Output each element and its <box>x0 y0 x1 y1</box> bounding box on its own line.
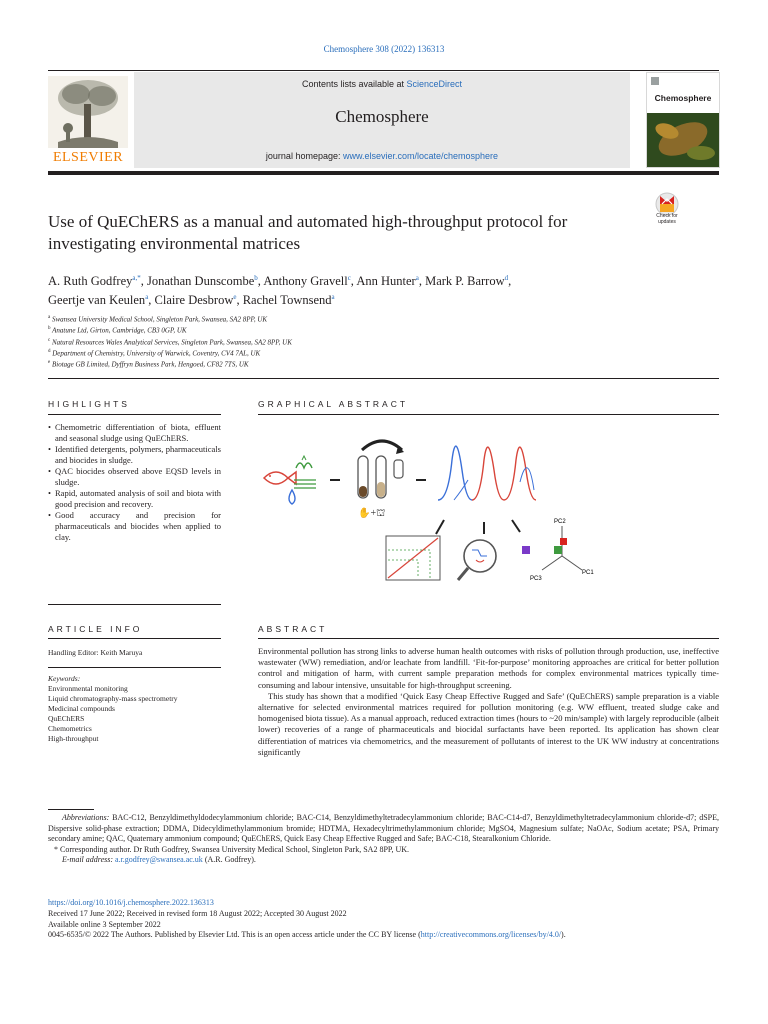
affiliation <box>48 347 718 358</box>
author-affiliation-mark[interactable]: e <box>233 293 237 302</box>
journal-homepage-line <box>134 151 630 161</box>
extraction-tubes-icon <box>358 441 404 519</box>
elsevier-wordmark: ELSEVIER <box>52 150 124 165</box>
article-info-body <box>48 648 221 744</box>
affiliation-text: Swansea University Medical School, Singleton Park, Swansea, SA2 8PP, UK <box>51 315 268 324</box>
affiliation-text: Biotage GB Limited, Dyffryn Business Park, Hengoed, CF82 7TS, UK <box>51 360 249 369</box>
footnotes <box>48 813 719 866</box>
available-online: Available online 3 September 2022 <box>48 919 161 929</box>
received-dates: Received 17 June 2022; Received in revised form 18 August 2022; Accepted 30 August 2022 <box>48 908 347 918</box>
contents-prefix: Contents lists available at <box>301 79 407 89</box>
email-suffix: (A.R. Godfrey). <box>204 855 256 865</box>
affiliation <box>48 358 718 369</box>
highlight-item: • Rapid, automated analysis of soil and biota with good precision and recovery. <box>48 488 221 510</box>
article-title: Use of QuEChERS as a manual and automated high-throughput protocol for investigating environmental matrices <box>48 212 568 253</box>
doi-link[interactable]: https://doi.org/10.1016/j.chemosphere.2022.136313 <box>48 898 214 907</box>
handling-editor: Handling Editor: Keith Maruya <box>48 648 143 657</box>
highlights-bottom-rule <box>48 604 221 605</box>
sciencedirect-link[interactable]: ScienceDirect <box>406 79 463 89</box>
chromatogram-icon <box>438 446 536 500</box>
highlights-rule <box>48 414 221 415</box>
affiliation-text: Anatune Ltd, Girton, Cambridge, CB3 0GP, UK <box>52 326 187 335</box>
arrow-icon <box>436 520 444 534</box>
highlights-list <box>48 422 221 543</box>
author-name[interactable]: Geertje van Keulen <box>48 293 146 308</box>
affiliation <box>48 336 718 347</box>
journal-name: Chemosphere <box>335 107 429 126</box>
author-affiliation-mark[interactable]: b <box>254 274 258 282</box>
author-name[interactable]: Jonathan Dunscombe <box>146 274 255 289</box>
affiliation-list <box>48 313 718 370</box>
affiliation <box>48 324 718 335</box>
header-bottom-rule <box>48 171 719 175</box>
affiliation-mark: b <box>48 326 51 332</box>
homepage-link[interactable]: www.elsevier.com/locate/chemosphere <box>342 151 499 161</box>
license-prefix: 0045-6535/© 2022 The Authors. Published by Elsevier Ltd. This is an open access article under the CC BY license ( <box>48 930 421 940</box>
abbreviations-text: BAC-C12, Benzyldimethyldodecylammonium chloride; BAC-C14, Benzyldimethyltetradecylammonium chloride; BAC-C14-d7, Benzyldimethyltetradecylammonium chloride-d7; dSPE, Dispersive solid-phase extraction; DDMA, Didecyldimethylammonium bromide; HDTMA, Hexadecyltrimethylammonium chloride; MgSO4, Magnesium sulfate; NaOAc, Sodium acetate; PSA, Primary secondary amine; QAC, Quaternary ammonium compound; QuEChERS, Quick Easy Cheap Effective Rugged and Safe; BAC-C18, Stearalkonium Chloride. <box>48 813 719 844</box>
graphical-abstract-figure <box>258 420 718 588</box>
keyword: QuEChERS <box>48 714 85 723</box>
corresponding-footnote <box>48 845 719 856</box>
license-link[interactable]: http://creativecommons.org/licenses/by/4.0/ <box>420 930 562 940</box>
journal-cover-thumbnail <box>646 72 720 168</box>
calibration-plot-icon <box>386 536 440 580</box>
author-affiliation-mark[interactable]: c <box>347 274 351 282</box>
abbreviations-label: Abbreviations: <box>62 813 110 822</box>
fish-icon <box>264 472 296 484</box>
abbreviations-footnote <box>48 813 719 845</box>
highlight-item: • Identified detergents, polymers, pharmaceuticals and biocides in sludge. <box>48 444 221 466</box>
affiliation-text: Department of Chemistry, University of Warwick, Coventry, CV4 7AL, UK <box>52 349 261 358</box>
abstract-heading: ABSTRACT <box>258 624 328 634</box>
graphical-abstract-rule <box>258 414 719 415</box>
graphical-abstract-heading: GRAPHICAL ABSTRACT <box>258 399 409 409</box>
footnote-rule <box>48 809 94 810</box>
highlight-item: • Chemometric differentiation of biota, effluent and seasonal sludge using QuEChERS. <box>48 422 221 444</box>
email-link[interactable]: a.r.godfrey@swansea.ac.uk <box>115 855 203 865</box>
keyword: Chemometrics <box>48 724 92 733</box>
email-label: E-mail address: <box>62 855 114 865</box>
author-name[interactable]: Rachel Townsend <box>242 293 332 308</box>
abstract-paragraph: Environmental pollution has strong links to adverse human health outcomes with risks of pollution through production, use, ineffective wastewater (WW) remediation, and/or leachate from landfill. ‘Fit-for-purpose’ monitoring approaches are critical for better pollution control and mitigation of harm, with current sample preparation methods for complex environmental matrices typically time-consuming and labour intensive, unsuitable for high-throughput screening. <box>258 646 719 690</box>
cover-journal-title: Chemosphere <box>654 93 712 103</box>
article-info-rule <box>48 638 221 639</box>
affiliation-mark: a <box>48 315 51 320</box>
author-name[interactable]: Ann Hunter <box>356 274 416 289</box>
pc1-label: PC1 <box>582 570 594 576</box>
corresponding-mark: * <box>54 844 58 854</box>
keywords-list <box>48 684 221 744</box>
affiliation-mark: c <box>48 337 51 343</box>
affiliation-mark: e <box>48 360 51 366</box>
abstract-body <box>258 646 719 758</box>
front-matter-rule <box>48 378 719 379</box>
arrow-icon <box>512 520 520 532</box>
magnifier-icon <box>458 540 496 580</box>
journal-citation[interactable]: Chemosphere 308 (2022) 136313 <box>323 44 445 54</box>
check-for-updates-label <box>644 213 690 225</box>
author-name[interactable]: Mark P. Barrow <box>425 274 505 289</box>
article-info-heading: ARTICLE INFO <box>48 624 143 634</box>
author-affiliation-mark[interactable]: a <box>415 274 419 282</box>
author-affiliation-mark[interactable]: a <box>331 293 335 302</box>
contents-line <box>134 79 630 89</box>
affiliation <box>48 313 718 324</box>
affiliation-text: Natural Resources Wales Analytical Services, Singleton Park, Swansea, SA2 8PP, UK <box>51 337 292 346</box>
crossmark-line-2: updates <box>658 219 676 225</box>
author-name[interactable]: A. Ruth Godfrey <box>48 274 133 289</box>
affiliation-mark: d <box>48 348 51 354</box>
highlights-heading: HIGHLIGHTS <box>48 399 130 409</box>
keyword: Medicinal compounds <box>48 704 115 713</box>
author-affiliation-mark[interactable]: d <box>504 274 509 282</box>
author-affiliation-mark[interactable]: a <box>145 293 149 302</box>
author-affiliation-mark[interactable]: a,* <box>132 274 141 282</box>
crossmark-line-1: Check for <box>656 213 678 219</box>
author-name[interactable]: Anthony Gravell <box>263 274 348 289</box>
sludge-plant-icon <box>294 456 316 488</box>
pca-plot-icon <box>522 519 594 582</box>
license-suffix: ). <box>561 930 566 940</box>
pc2-label: PC2 <box>554 519 566 525</box>
highlight-item: • QAC biocides observed above EQSD levels in sludge. <box>48 466 221 488</box>
pc3-label: PC3 <box>530 576 542 582</box>
keyword: Environmental monitoring <box>48 684 128 693</box>
email-footnote <box>48 855 719 866</box>
keywords-label: Keywords: <box>48 674 81 683</box>
abstract-rule <box>258 638 719 639</box>
homepage-prefix: journal homepage: <box>265 151 343 161</box>
keyword: Liquid chromatography-mass spectrometry <box>48 694 178 703</box>
keyword: High-throughput <box>48 734 99 743</box>
corresponding-text: Corresponding author. Dr Ruth Godfrey, Swansea University Medical School, Singleton Park, SA2 8PP, UK. <box>60 844 410 854</box>
highlight-item: • Good accuracy and precision for pharmaceuticals and biocides when applied to clay. <box>48 510 221 543</box>
publication-info <box>48 898 719 941</box>
abstract-paragraph: This study has shown that a modified ‘Quick Easy Cheap Effective Rugged and Safe’ (QuEChERS) sample preparation is a viable alternative for selected environmental matrices required for pollution monitoring (e.g. WW effluent, treated sludge cake and homogenised biota tissue). As a manual approach, reduced extraction times (hours to ~20 min/sample) with largely reproducible (albeit lower) recoveries of a range of pharmaceuticals and biocidal surfactants have been reported. Its application has shown clear differentiation of matrices via chemometrics, and the measurement of pollutants of interest to the UK WW industry at concentrations significantly <box>258 690 719 757</box>
license-line <box>48 930 719 941</box>
header-top-rule <box>48 70 719 71</box>
svg-text:✋+⛫: ✋+⛫ <box>358 508 386 519</box>
author-name[interactable]: Claire Desbrow <box>154 293 234 308</box>
article-info-divider <box>48 667 221 668</box>
water-drop-icon <box>289 490 295 504</box>
author-list: A. Ruth Godfrey$^{a,*}$, Jonathan Dunscombe$^b$, Anthony Gravell$^c$, Ann Hunter$^a$, Mark P. Barrow$^d$, Geertje van Keulen$^a$, Claire Desbrow$^e$, Rachel Townsend$^a$ <box>48 274 512 308</box>
